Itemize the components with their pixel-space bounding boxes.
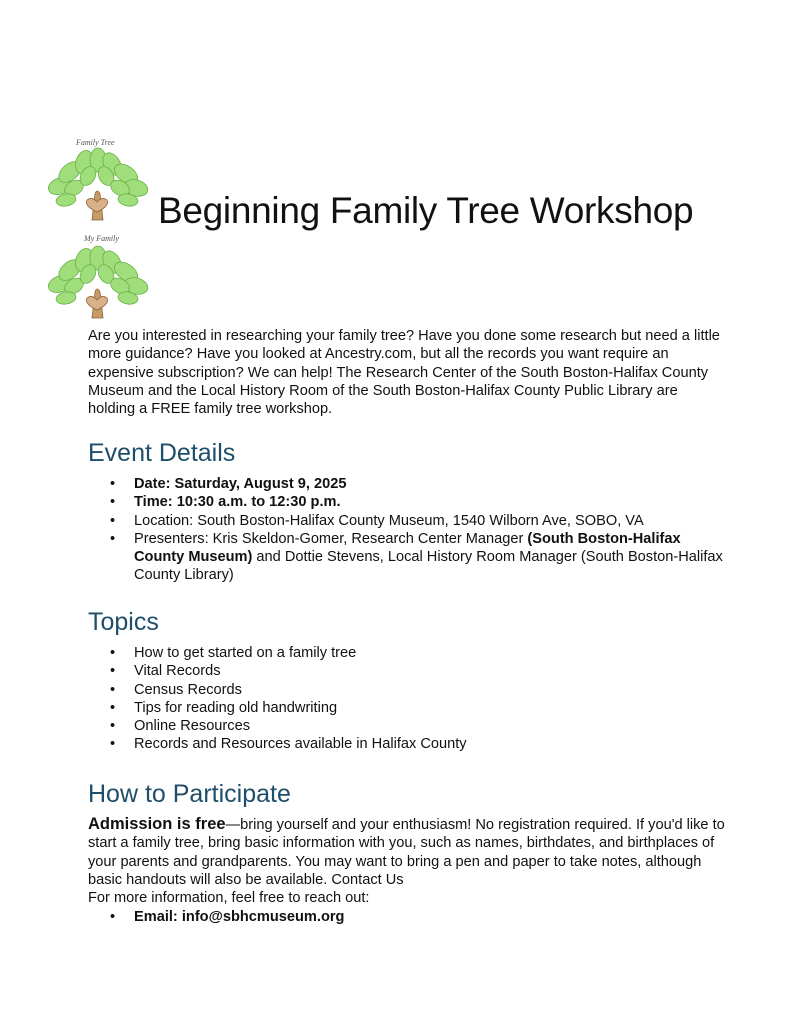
tree-label: Family Tree [76, 138, 115, 147]
list-item [88, 475, 728, 493]
event-time: Time: 10:30 a.m. to 12:30 p.m. [134, 494, 341, 511]
event-details-list [88, 475, 728, 585]
bullet-icon: • [110, 718, 116, 735]
list-item [88, 699, 728, 717]
family-tree-illustration [40, 234, 152, 322]
topics-heading: Topics [88, 608, 159, 636]
intro-paragraph: Are you interested in researching your family tree? Have you done some research but need a little more guidance? Have you looked at Ancestry.com, but all the records you want require an expensive subscription? We can help! The Research Center of the South Boston-Halifax County Museum and the Local History Room of the South Boston-Halifax County Public Library are holding a FREE family tree workshop. [88, 328, 720, 418]
more-info-text: For more information, feel free to reach out: [88, 890, 370, 907]
topic-item: How to get started on a family tree [134, 645, 357, 661]
how-to-participate-heading: How to Participate [88, 780, 291, 808]
page-title: Beginning Family Tree Workshop [158, 190, 694, 231]
admission-lead: Admission is free [88, 815, 226, 833]
bullet-icon: • [110, 494, 116, 511]
presenters-affiliation: (South Boston-Halifax County Museum) [134, 530, 681, 566]
bullet-icon: • [110, 909, 116, 925]
topic-item: Online Resources [134, 718, 250, 735]
event-details-heading: Event Details [88, 439, 236, 467]
bullet-icon: • [110, 530, 116, 547]
list-item [88, 662, 728, 680]
topic-item: Records and Resources available in Halifax County [134, 736, 467, 753]
topic-item: Vital Records [134, 663, 221, 680]
presenters-text: Presenters: Kris Skeldon-Gomer, Research Center Manager [134, 530, 528, 547]
bullet-icon: • [110, 645, 116, 661]
event-location: Location: South Boston-Halifax County Museum, 1540 Wilborn Ave, SOBO, VA [134, 512, 644, 529]
list-item [88, 493, 728, 511]
tree-icon [40, 234, 152, 322]
bullet-icon: • [110, 699, 116, 716]
topics-list [88, 644, 728, 754]
list-item [88, 644, 728, 662]
topic-item: Tips for reading old handwriting [134, 699, 338, 716]
contact-list [88, 908, 728, 926]
list-item [88, 908, 728, 926]
list-item [88, 512, 728, 530]
topic-item: Census Records [134, 681, 242, 698]
list-item [88, 717, 728, 735]
bullet-icon: • [110, 512, 116, 529]
bullet-icon: • [110, 681, 116, 698]
tree-icon [40, 136, 152, 224]
bullet-icon: • [110, 736, 116, 753]
email-link[interactable]: Email: info@sbhcmuseum.org [134, 909, 345, 925]
list-item [88, 681, 728, 699]
family-tree-illustration [40, 136, 152, 224]
presenters-text-2: and Dottie Stevens, Local History Room Manager (South Boston-Halifax County Library) [134, 549, 723, 584]
list-item [88, 735, 728, 753]
bullet-icon: • [110, 476, 116, 492]
tree-label: My Family [84, 234, 119, 243]
participate-paragraph [88, 815, 728, 907]
participate-body: —bring yourself and your enthusiasm! No registration required. If you'd like to start a family tree, bring basic information with you, such as names, birthdates, and birthplaces of your parents and grandparents. You may want to bring a pen and paper to take notes, although basic handouts will also be available. Contact Us [88, 817, 725, 888]
list-item [88, 530, 728, 585]
bullet-icon: • [110, 663, 116, 680]
event-date: Date: Saturday, August 9, 2025 [134, 476, 347, 492]
